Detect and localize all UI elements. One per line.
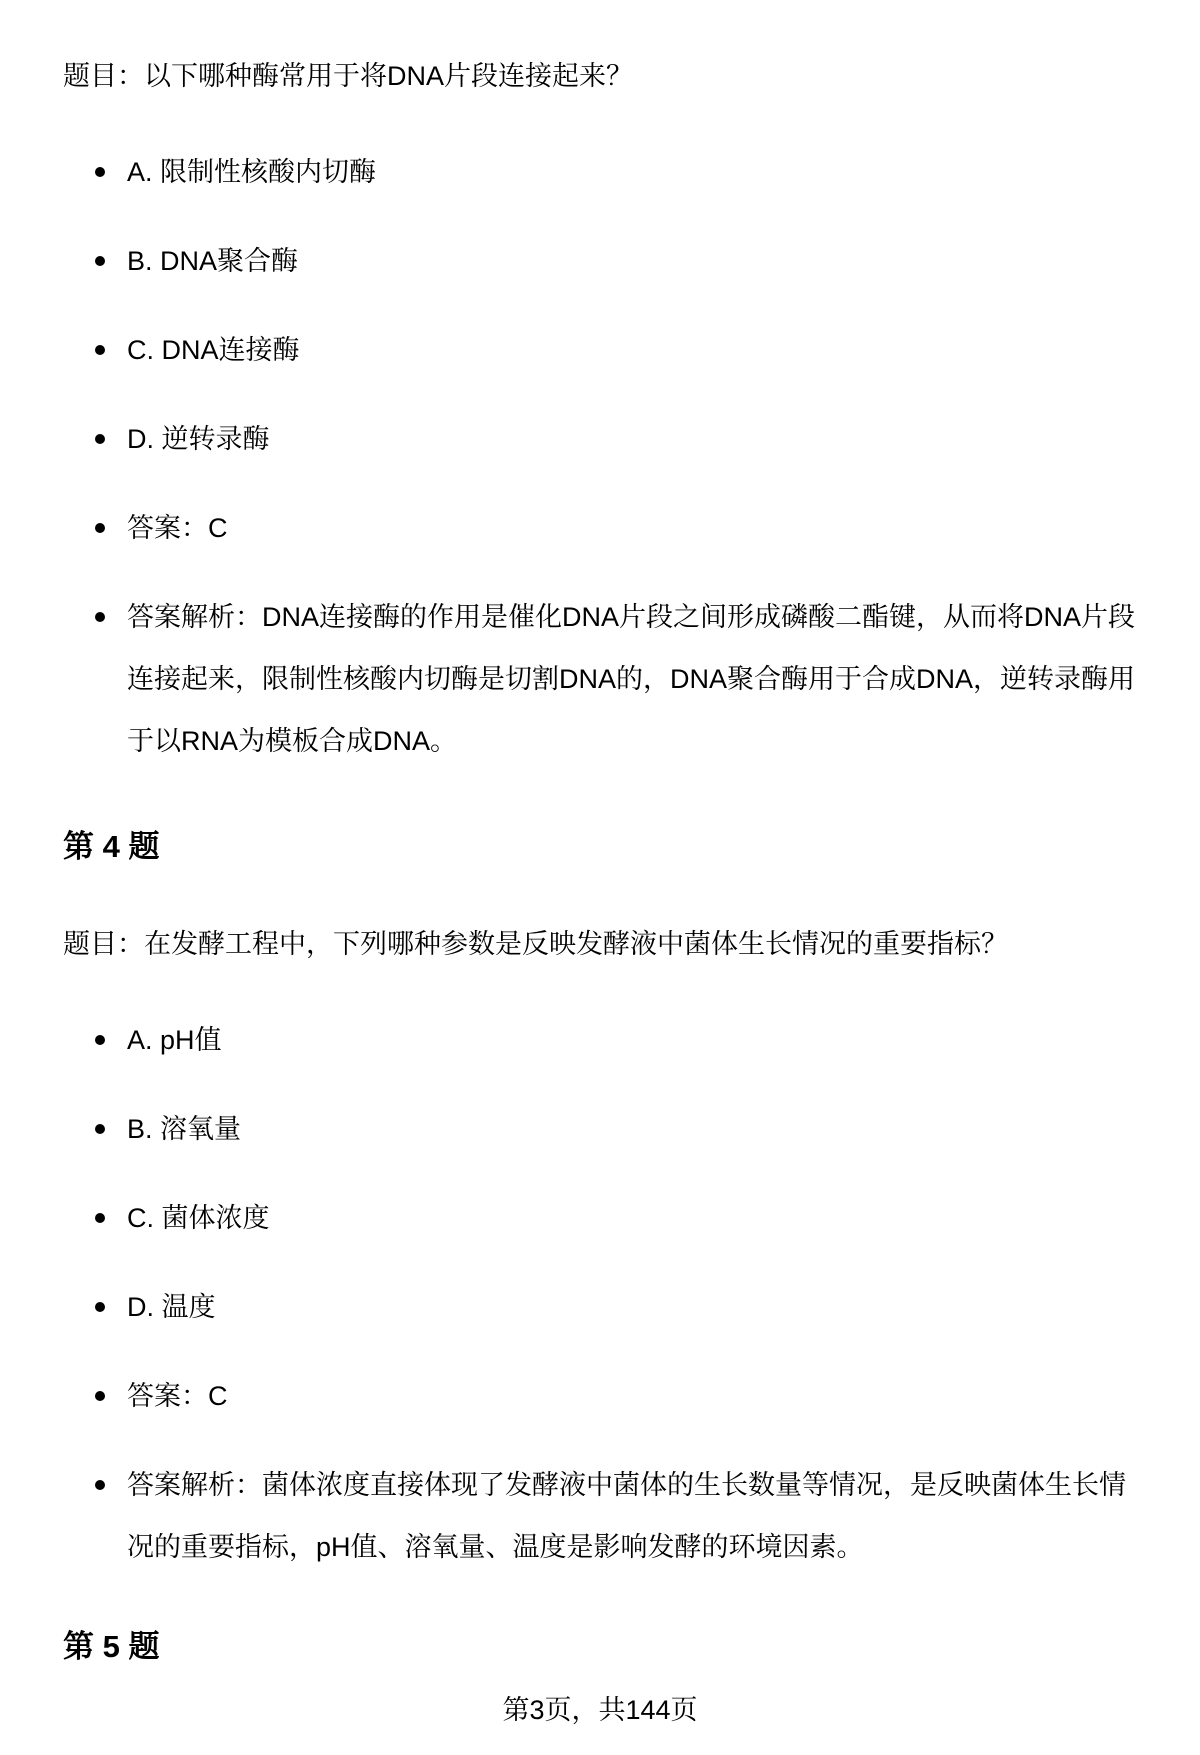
question-block-4 xyxy=(63,913,1140,1578)
option-list xyxy=(63,141,1140,772)
option-item-b: B. 溶氧量 xyxy=(127,1098,1140,1160)
option-list xyxy=(63,1009,1140,1578)
option-item-b: B. DNA聚合酶 xyxy=(127,230,1140,292)
option-item-d: D. 逆转录酶 xyxy=(127,408,1140,470)
option-item-a: A. 限制性核酸内切酶 xyxy=(127,141,1140,203)
question-5-heading: 第 5 题 xyxy=(63,1629,160,1664)
option-item-a: A. pH值 xyxy=(127,1009,1140,1071)
answer-item: 答案：C xyxy=(127,497,1140,559)
question-4-heading: 第 4 题 xyxy=(63,829,160,864)
option-item-d: D. 温度 xyxy=(127,1276,1140,1338)
option-item-c: C. DNA连接酶 xyxy=(127,319,1140,381)
question-block-3 xyxy=(63,45,1140,772)
answer-item: 答案：C xyxy=(127,1365,1140,1427)
explanation-item: 答案解析：菌体浓度直接体现了发酵液中菌体的生长数量等情况，是反映菌体生长情况的重要指标，pH值、溶氧量、温度是影响发酵的环境因素。 xyxy=(127,1454,1140,1578)
question-prompt: 题目：在发酵工程中，下列哪种参数是反映发酵液中菌体生长情况的重要指标？ xyxy=(63,929,1008,959)
option-item-c: C. 菌体浓度 xyxy=(127,1187,1140,1249)
explanation-item: 答案解析：DNA连接酶的作用是催化DNA片段之间形成磷酸二酯键，从而将DNA片段连接起来，限制性核酸内切酶是切割DNA的，DNA聚合酶用于合成DNA，逆转录酶用于以RNA为模板合成DNA。 xyxy=(127,586,1140,772)
page-footer: 第3页，共144页 xyxy=(502,1695,698,1725)
question-prompt: 题目：以下哪种酶常用于将DNA片段连接起来？ xyxy=(63,61,634,91)
